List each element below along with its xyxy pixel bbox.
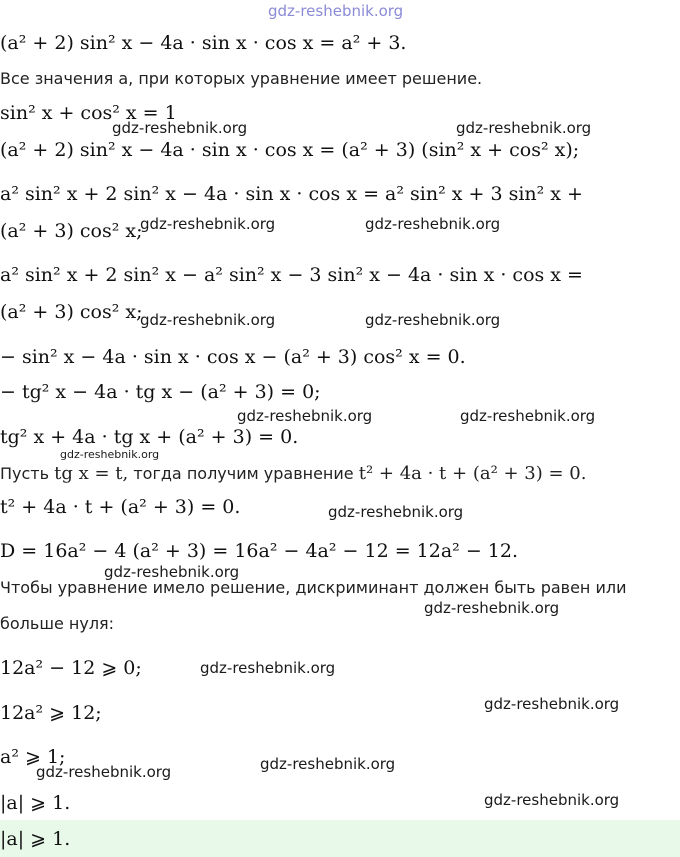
watermark: gdz-reshebnik.org bbox=[484, 791, 620, 809]
watermark: gdz-reshebnik.org bbox=[328, 503, 464, 521]
inequality-2: 12a² ⩾ 12; bbox=[0, 702, 102, 724]
given-equation: (a² + 2) sin² x − 4a · sin x · cos x = a² + 3. bbox=[0, 32, 407, 54]
step-1: (a² + 2) sin² x − 4a · sin x · cos x = (a² + 3) (sin² x + cos² x); bbox=[0, 139, 580, 161]
watermark: gdz-reshebnik.org bbox=[424, 599, 560, 617]
watermark: gdz-reshebnik.org bbox=[237, 407, 373, 425]
watermark: gdz-reshebnik.org bbox=[36, 763, 172, 781]
watermark: gdz-reshebnik.org bbox=[140, 311, 276, 329]
inequality-3: a² ⩾ 1; bbox=[0, 746, 66, 768]
substitution-equation: t² + 4a · t + (a² + 3) = 0. bbox=[358, 463, 587, 484]
trig-identity: sin² x + cos² x = 1 bbox=[0, 102, 177, 124]
substitution-middle: тогда получим уравнение bbox=[133, 464, 354, 483]
step-3-line-2: (a² + 3) cos² x; bbox=[0, 301, 143, 323]
step-8: t² + 4a · t + (a² + 3) = 0. bbox=[0, 496, 241, 518]
discriminant: D = 16a² − 4 (a² + 3) = 16a² − 4a² − 12 = 12a² − 12. bbox=[0, 540, 519, 562]
answer: |a| ⩾ 1. bbox=[0, 828, 71, 850]
watermark-small: gdz-reshebnik.org bbox=[60, 448, 160, 461]
substitution-expr: tg x = t, bbox=[54, 463, 129, 484]
step-2-line-2: (a² + 3) cos² x; bbox=[0, 220, 143, 242]
step-2-line-1: a² sin² x + 2 sin² x − 4a · sin x · cos x = a² sin² x + 3 sin² x + bbox=[0, 183, 583, 205]
task-statement: Все значения a, при которых уравнение имеет решение. bbox=[0, 69, 483, 88]
substitution-prefix: Пусть bbox=[0, 464, 50, 483]
step-4: − sin² x − 4a · sin x · cos x − (a² + 3) cos² x = 0. bbox=[0, 346, 466, 368]
condition-line-2: больше нуля: bbox=[0, 614, 115, 633]
watermark: gdz-reshebnik.org bbox=[365, 215, 501, 233]
answer-box bbox=[0, 820, 680, 857]
watermark: gdz-reshebnik.org bbox=[460, 407, 596, 425]
condition-line-1: Чтобы уравнение имело решение, дискриминант должен быть равен или bbox=[0, 578, 627, 597]
inequality-4: |a| ⩾ 1. bbox=[0, 792, 71, 814]
step-5: − tg² x − 4a · tg x − (a² + 3) = 0; bbox=[0, 381, 321, 403]
watermark-top: gdz-reshebnik.org bbox=[268, 2, 404, 20]
watermark: gdz-reshebnik.org bbox=[112, 119, 248, 137]
watermark: gdz-reshebnik.org bbox=[484, 695, 620, 713]
watermark: gdz-reshebnik.org bbox=[200, 659, 336, 677]
substitution-line bbox=[0, 460, 587, 486]
watermark: gdz-reshebnik.org bbox=[365, 311, 501, 329]
step-3-line-1: a² sin² x + 2 sin² x − a² sin² x − 3 sin² x − 4a · sin x · cos x = bbox=[0, 264, 583, 286]
watermark: gdz-reshebnik.org bbox=[104, 563, 240, 581]
watermark: gdz-reshebnik.org bbox=[260, 755, 396, 773]
watermark: gdz-reshebnik.org bbox=[140, 215, 276, 233]
inequality-1: 12a² − 12 ⩾ 0; bbox=[0, 657, 142, 679]
step-6: tg² x + 4a · tg x + (a² + 3) = 0. bbox=[0, 426, 299, 448]
watermark: gdz-reshebnik.org bbox=[456, 119, 592, 137]
